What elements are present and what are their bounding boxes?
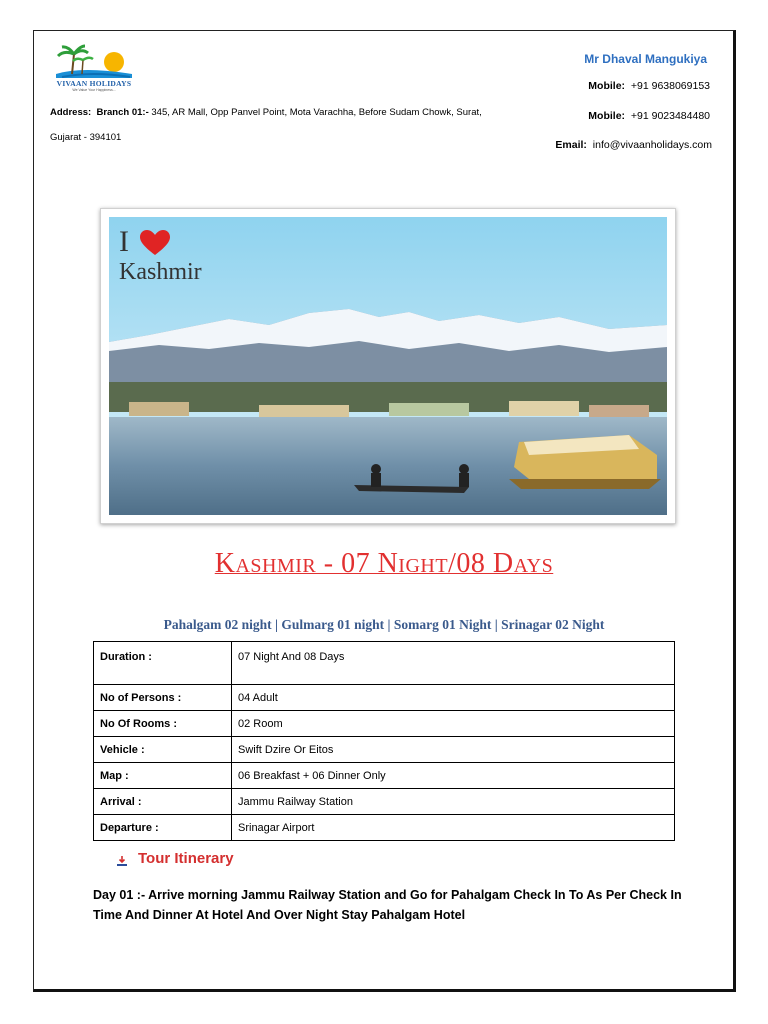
address-line-2: Gujarat - 394101 (50, 132, 122, 143)
detail-label: Departure : (94, 815, 232, 841)
address-branch-label: Branch 01:- (96, 107, 149, 118)
detail-value: Jammu Railway Station (232, 789, 675, 815)
table-row (94, 737, 675, 763)
contact-name: Mr Dhaval Mangukiya (584, 52, 707, 66)
banner-caption-place: Kashmir (119, 259, 202, 285)
tour-route-subtitle: Pahalgam 02 night | Gulmarg 01 night | Somarg 01 Night | Srinagar 02 Night (163, 617, 605, 632)
detail-value: 06 Breakfast + 06 Dinner Only (232, 763, 675, 789)
table-row (94, 711, 675, 737)
tour-details-table (93, 641, 675, 841)
detail-value: 07 Night And 08 Days (232, 642, 675, 685)
detail-value: Srinagar Airport (232, 815, 675, 841)
itinerary-day-1: Day 01 :- Arrive morning Jammu Railway Station and Go for Pahalgam Check In To As Per Check In Time And Dinner At Hotel And Over Night Stay Pahalgam Hotel (93, 888, 682, 922)
bullet-arrow-icon (116, 855, 128, 867)
detail-value: 04 Adult (232, 685, 675, 711)
tour-title: Kashmir - 07 Night/08 Days (214, 548, 554, 579)
banner-caption (119, 225, 239, 295)
address-label: Address: (50, 107, 92, 118)
address-text: 345, AR Mall, Opp Panvel Point, Mota Varachha, Before Sudam Chowk, Surat, (151, 107, 482, 118)
logo-brand-text: VIVAAN HOLIDAYS (56, 79, 132, 88)
detail-label: Map : (94, 763, 232, 789)
mobile-number-2[interactable]: +91 9023484480 (630, 110, 710, 122)
address-line-1 (50, 107, 482, 118)
mobile-row-1 (588, 80, 710, 92)
table-row (94, 763, 675, 789)
table-row (94, 642, 675, 685)
mobile-label: Mobile: (588, 80, 626, 92)
mobile-label: Mobile: (588, 110, 626, 122)
detail-label: Duration : (94, 642, 232, 685)
table-row (94, 789, 675, 815)
email-address[interactable]: info@vivaanholidays.com (592, 139, 712, 151)
table-row (94, 815, 675, 841)
palm-sun-logo-icon (52, 44, 136, 80)
mobile-number-1[interactable]: +91 9638069153 (630, 80, 710, 92)
logo-tagline: We Value Your Happiness... (72, 88, 116, 92)
email-row (555, 139, 712, 151)
detail-label: No Of Rooms : (94, 711, 232, 737)
detail-value: 02 Room (232, 711, 675, 737)
detail-label: Arrival : (94, 789, 232, 815)
heart-icon (139, 229, 171, 257)
itinerary-heading: Tour Itinerary (138, 850, 234, 867)
detail-label: Vehicle : (94, 737, 232, 763)
email-label: Email: (555, 139, 587, 151)
company-logo (52, 44, 136, 94)
banner-photo-frame (100, 208, 676, 524)
table-row (94, 685, 675, 711)
kashmir-lake-photo (109, 217, 667, 515)
mobile-row-2 (588, 110, 710, 122)
detail-label: No of Persons : (94, 685, 232, 711)
banner-caption-i: I (119, 225, 129, 258)
detail-value: Swift Dzire Or Eitos (232, 737, 675, 763)
